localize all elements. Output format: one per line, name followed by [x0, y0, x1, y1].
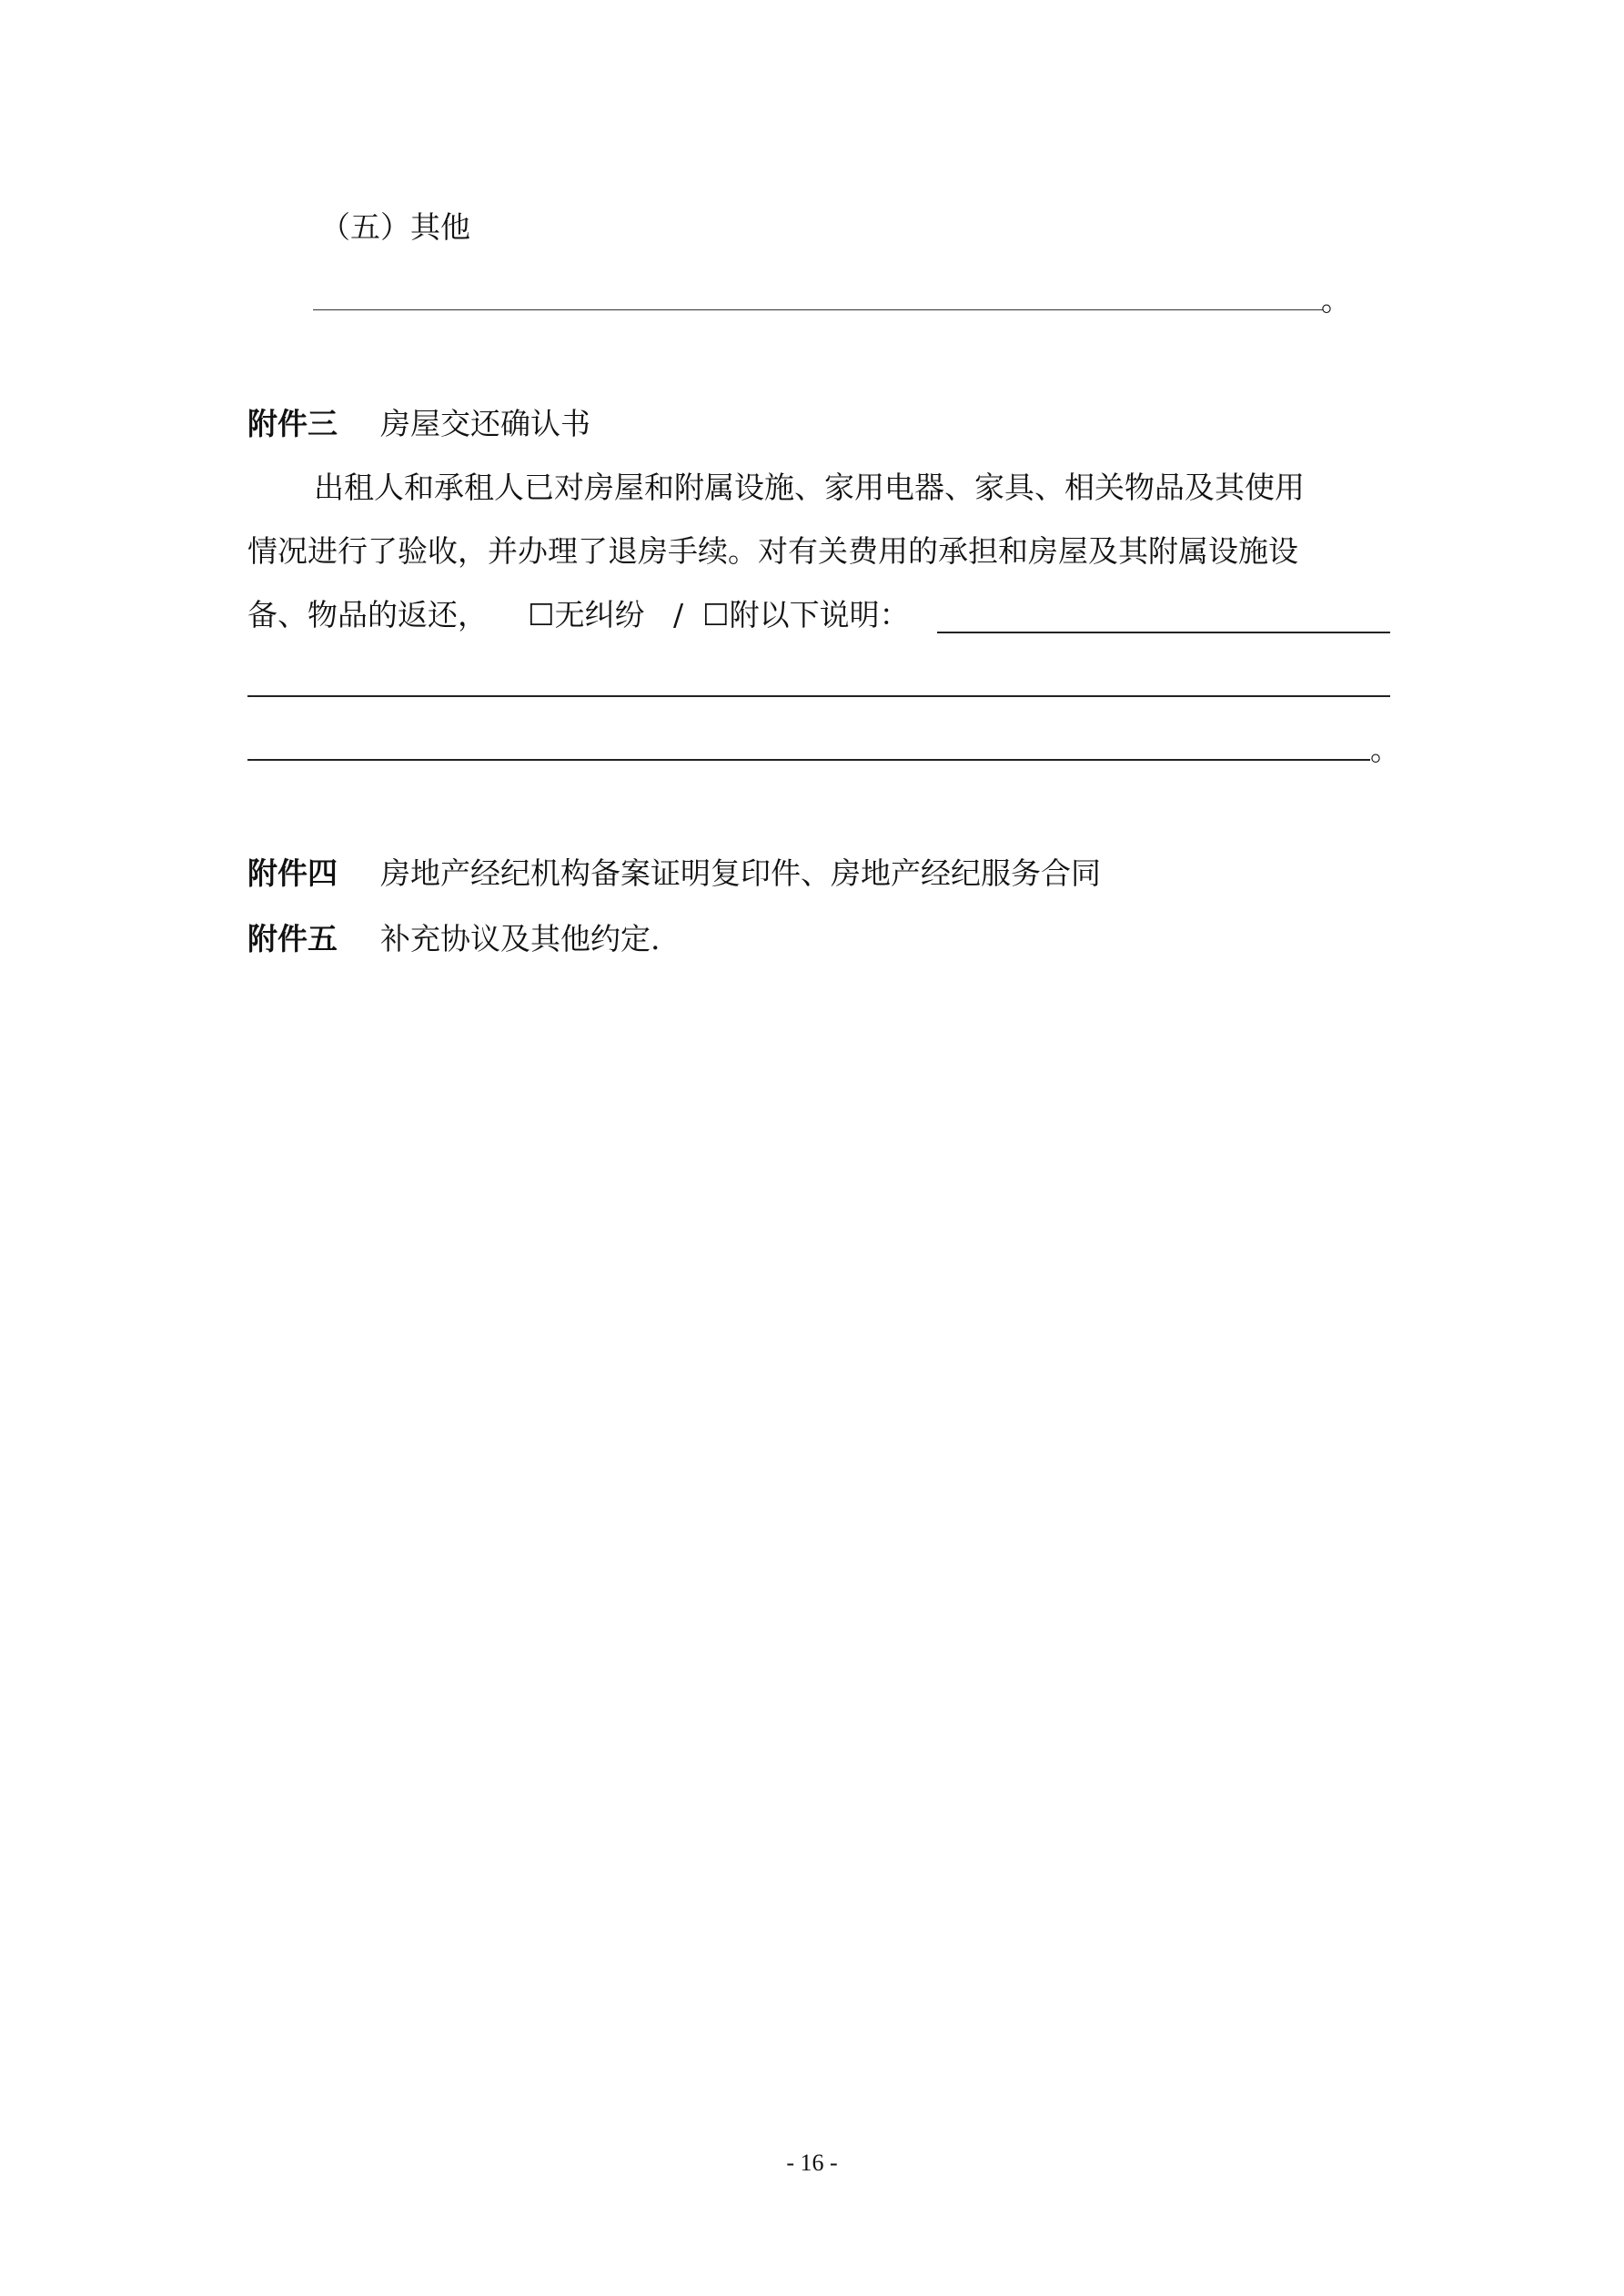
annex-four-label: 附件四	[247, 855, 338, 891]
section-five-blank-line	[313, 309, 1323, 310]
annex-five-label: 附件五	[247, 921, 338, 956]
annex-three-para-line2: 情况进行了验收，并办理了退房手续。对有关费用的承担和房屋及其附属设施设	[247, 533, 1298, 569]
option-no-dispute: ☐无纠纷	[528, 597, 645, 632]
annex-three-label: 附件三	[247, 406, 338, 441]
annex-three-para-line3: 备、物品的返还，	[247, 597, 488, 632]
annex-three-blank-line-3	[247, 759, 1370, 761]
section-five-heading: （五）其他	[320, 209, 470, 245]
annex-three-blank-line-2	[247, 695, 1390, 697]
option-separator: /	[673, 597, 684, 632]
annex-four-title: 房地产经纪机构备案证明复印件、房地产经纪服务合同	[380, 855, 1101, 891]
option-attached-note: ☐附以下说明：	[702, 597, 910, 632]
annex-three-blank-line-1	[937, 632, 1390, 633]
page-number: - 16 -	[786, 2149, 838, 2176]
annex-three-para-line1: 出租人和承租人已对房屋和附属设施、家用电器、家具、相关物品及其使用	[314, 470, 1305, 505]
annex-five-title: 补充协议及其他约定.	[380, 921, 661, 956]
annex-three-blank-end: 。	[1370, 732, 1400, 767]
section-five-blank-end: 。	[1321, 282, 1351, 318]
annex-three-title: 房屋交还确认书	[380, 406, 590, 441]
